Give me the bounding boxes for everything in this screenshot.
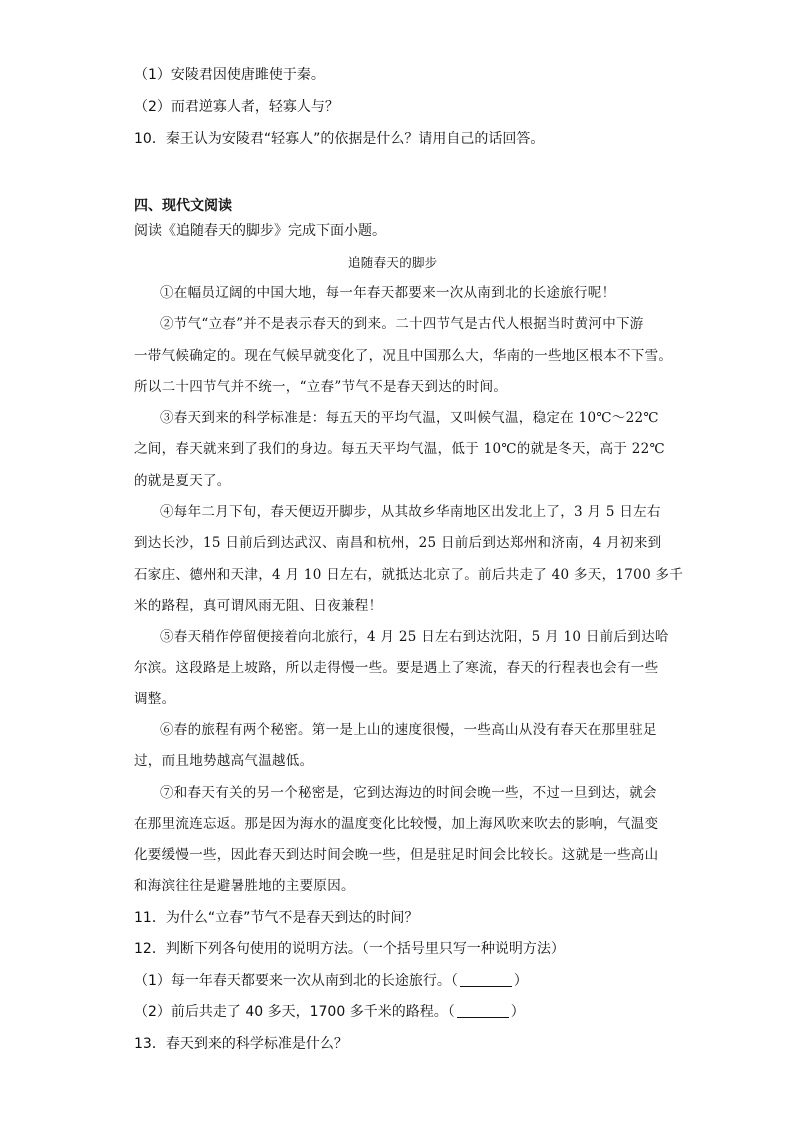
answer-blank-2[interactable] <box>457 1003 509 1018</box>
section-heading: 四、现代文阅读 <box>134 198 232 214</box>
reading-instruction: 阅读《追随春天的脚步》完成下面小题。 <box>134 223 386 239</box>
article-line: ③春天到来的科学标准是：每五天的平均气温，又叫候气温，稳定在 10℃～22℃ <box>160 410 659 426</box>
subquestion-2: （2）而君逆寡人者，轻寡人与？ <box>134 99 339 115</box>
question-13: 13．春天到来的科学标准是什么？ <box>134 1036 348 1052</box>
article-line: 之间，春天就来到了我们的身边。每五天平均气温，低于 10℃的就是冬天，高于 22℃ <box>134 441 665 457</box>
article-title: 追随春天的脚步 <box>348 255 438 270</box>
article-line: 过，而且地势越高气温越低。 <box>134 753 314 769</box>
article-line: 一带气候确定的。现在气候早就变化了，况且中国那么大，华南的一些地区根本不下雪。 <box>134 348 673 364</box>
question-12-item-2-close: ） <box>510 1004 525 1020</box>
question-11: 11．为什么“立春”节气不是春天到达的时间？ <box>134 910 419 926</box>
article-line: ⑥春的旅程有两个秘密。第一是上山的速度很慢，一些高山从没有春天在那里驻足 <box>160 722 657 738</box>
article-line: 调整。 <box>134 691 176 707</box>
question-12-item-1-text: （1）每一年春天都要来一次从南到北的长途旅行。（ <box>134 973 458 989</box>
article-line: 和海滨往往是避暑胜地的主要原因。 <box>134 878 355 894</box>
article-line: ①在幅员辽阔的中国大地，每一年春天都要来一次从南到北的长途旅行呢！ <box>160 285 616 301</box>
question-12-item-2-text: （2）前后共走了 40 多天，1700 多千米的路程。（ <box>134 1004 455 1020</box>
question-12: 12．判断下列各句使用的说明方法。（一个括号里只写一种说明方法） <box>134 941 565 957</box>
question-12-item-1 <box>134 972 528 990</box>
answer-blank-1[interactable] <box>460 972 512 987</box>
article-line: 所以二十四节气并不统一，“立春”节气不是春天到达的时间。 <box>134 379 508 395</box>
article-line: ②节气“立春”并不是表示春天的到来。二十四节气是古代人根据当时黄河中下游 <box>160 316 644 332</box>
article-line: 米的路程，真可谓风雨无阻、日夜兼程！ <box>134 598 383 614</box>
article-line: 在那里流连忘返。那是因为海水的温度变化比较慢，加上海风吹来吹去的影响，气温变 <box>134 816 659 832</box>
subquestion-1: （1）安陵君因使唐雎使于秦。 <box>134 67 325 83</box>
article-line: 尔滨。这段路是上坡路，所以走得慢一些。要是遇上了寒流，春天的行程表也会有一些 <box>134 660 659 676</box>
article-line: ④每年二月下旬，春天便迈开脚步，从其故乡华南地区出发北上了，3 月 5 日左右 <box>160 504 661 520</box>
article-line: ⑦和春天有关的另一个秘密是，它到达海边的时间会晚一些，不过一旦到达，就会 <box>160 785 657 801</box>
article-line: 化要缓慢一些，因此春天到达时间会晚一些，但是驻足时间会比较长。这就是一些高山 <box>134 847 659 863</box>
question-12-item-2 <box>134 1003 525 1021</box>
article-line: 到达长沙，15 日前后到达武汉、南昌和杭州，25 日前后到达郑州和济南，4 月初来到 <box>134 535 662 551</box>
article-line: 的就是夏天了。 <box>134 473 231 489</box>
article-line: ⑤春天稍作停留便接着向北旅行，4 月 25 日左右到达沈阳，5 月 10 日前后到达哈 <box>160 629 669 645</box>
article-line: 石家庄、德州和天津，4 月 10 日左右，就抵达北京了。前后共走了 40 多天，1700 多千 <box>134 567 684 583</box>
question-12-item-1-close: ） <box>513 973 528 989</box>
question-10: 10．秦王认为安陵君“轻寡人”的依据是什么？请用自己的话回答。 <box>134 131 545 147</box>
